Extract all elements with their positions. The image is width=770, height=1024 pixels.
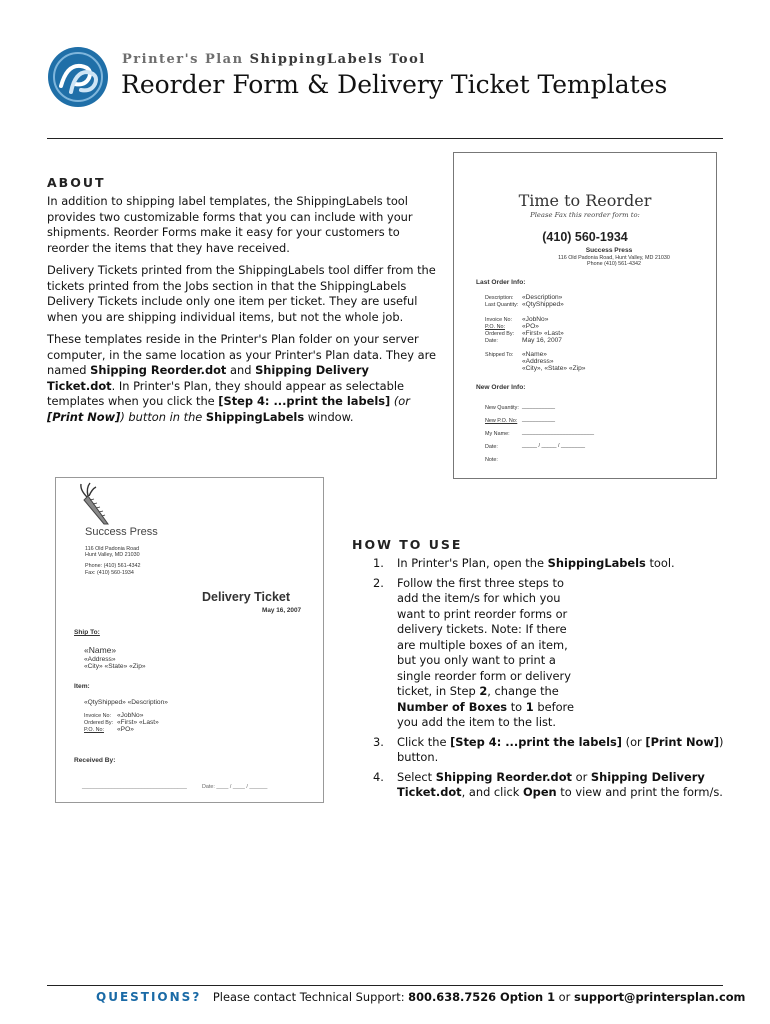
step-number: 3.: [373, 734, 384, 749]
reorder-row-label: Invoice No:: [485, 317, 512, 323]
reorder-row-value: «City», «State» «Zip»: [522, 365, 586, 372]
about-p3-text: . In Printer's Plan, they should appear as selectable templates when you click the: [47, 378, 405, 408]
item-value: «QtyShipped» «Description»: [84, 699, 168, 706]
ticket-phone: Phone: (410) 561-4342: [85, 563, 141, 569]
step-item: [373, 770, 725, 801]
reorder-row-label: Ordered By:: [485, 331, 515, 337]
support-email-link[interactable]: support@printersplan.com: [573, 990, 746, 1004]
reorder-row-value: May 16, 2007: [522, 337, 562, 344]
step-text-bold: Number of Boxes: [397, 699, 508, 714]
step-text: (or: [622, 734, 646, 749]
ticket-name: «Name»: [84, 645, 117, 655]
step-text-bold: Shipping Reorder.dot: [435, 769, 572, 784]
ticket-address: «Address»: [84, 656, 116, 663]
shippinglabels-ref: ShippingLabels: [205, 409, 305, 424]
step-text-bold: Open: [523, 785, 557, 799]
step-text-bold: [Step 4: ...print the labels]: [450, 734, 623, 749]
reorder-row-value: «First» «Last»: [522, 330, 564, 337]
new-order-label: New Quantity:: [485, 405, 519, 411]
step-text-bold: [Print Now]: [645, 734, 720, 749]
received-date-line: Date: ____ / ____ / ______: [202, 784, 268, 790]
step-text: before you add the item to the list.: [397, 699, 574, 729]
reorder-fax: (410) 560-1934: [542, 230, 628, 244]
ticket-address-2: Hunt Valley, MD 21030: [85, 552, 140, 558]
step-text: or: [572, 769, 591, 784]
support-phone: 800.638.7526 Option 1: [408, 990, 556, 1004]
ticket-fax: Fax: (410) 560-1934: [85, 570, 134, 576]
new-order-label: My Name:: [485, 431, 510, 437]
reorder-row-label: Last Quantity:: [485, 302, 519, 308]
about-p3-text: window.: [304, 409, 354, 424]
footer-divider: [47, 985, 723, 986]
step-number: 4.: [373, 769, 384, 784]
step-text-bold: 1: [525, 699, 534, 714]
reorder-row-value: «PO»: [522, 323, 539, 330]
reorder-row-value: «JobNo»: [522, 316, 549, 323]
step-text-bold: 2: [479, 684, 488, 698]
about-p3-text: (or: [390, 394, 410, 408]
reorder-phone: Phone (410) 561-4342: [587, 261, 641, 267]
how-to-use-steps: [373, 556, 725, 805]
reorder-template-name: Shipping Reorder.dot: [90, 363, 227, 377]
questions-label: QUESTIONS?: [96, 990, 202, 1004]
ticket-date: May 16, 2007: [262, 607, 302, 614]
reorder-company: Success Press: [585, 247, 633, 254]
how-to-use-heading: HOW TO USE: [352, 537, 463, 552]
reorder-address: 116 Old Padonia Road, Hunt Valley, MD 21030: [558, 255, 670, 261]
po-label: P.O. No:: [84, 727, 104, 733]
about-p3-text: and: [226, 363, 256, 377]
ticket-citystate: «City» «State» «Zip»: [84, 663, 146, 670]
ship-to-label: Ship To:: [74, 629, 100, 636]
reorder-subtitle: Please Fax this reorder form to:: [530, 211, 640, 219]
invoice-label: Invoice No:: [84, 713, 111, 719]
reorder-row-label: P.O. No:: [485, 324, 505, 330]
step-text-bold: ShippingLabels: [547, 556, 646, 570]
step-text: , change the: [487, 684, 559, 698]
reorder-row-value: «Name»: [522, 351, 547, 358]
reorder-form-preview: [453, 152, 717, 479]
ticket-title: Delivery Ticket: [202, 590, 291, 604]
reorder-row-label: Description:: [485, 295, 514, 301]
step-text: In Printer's Plan, open the: [397, 556, 548, 570]
reorder-row-label: Date:: [485, 338, 498, 344]
step-text: Select: [397, 769, 436, 784]
new-order-line: ________________________: [522, 430, 594, 436]
delivery-ticket-preview: [55, 477, 324, 803]
new-order-heading: New Order Info:: [476, 384, 526, 391]
po-value: «PO»: [117, 726, 134, 733]
step-number: 1.: [373, 556, 384, 570]
received-signature-line: ___________________________________: [82, 784, 187, 790]
step-text: to view and print the form/s.: [556, 785, 723, 799]
about-paragraph-3: [47, 332, 439, 425]
step-text: to: [507, 699, 526, 714]
about-p3-text: ) button in the: [120, 409, 206, 424]
received-by-label: Received By:: [74, 757, 116, 764]
step-text: , and click: [461, 785, 523, 799]
ticket-company: Success Press: [85, 526, 158, 538]
about-body: [47, 194, 439, 432]
step-text: Click the: [397, 734, 451, 749]
footer: [96, 990, 745, 1004]
item-label: Item:: [74, 683, 90, 690]
step4-button-ref: [Step 4: ...print the labels]: [218, 394, 391, 408]
step-item: [373, 576, 585, 731]
new-order-line: ___________: [522, 417, 555, 423]
new-order-label: Note:: [485, 457, 498, 463]
header-subtitle: [122, 52, 426, 67]
printers-plan-logo: [47, 46, 109, 108]
step-item: [373, 735, 725, 766]
ordered-label: Ordered By:: [84, 720, 114, 726]
last-order-heading: Last Order Info:: [476, 279, 526, 286]
about-heading: ABOUT: [47, 175, 106, 190]
new-order-line: _____ / _____ / ________: [522, 443, 585, 449]
header-divider: [47, 138, 723, 139]
subtitle-product: Printer's Plan: [122, 52, 244, 67]
reorder-row-value: «QtyShipped»: [522, 301, 564, 308]
new-order-label: Date:: [485, 444, 498, 450]
carrot-icon: [78, 482, 112, 530]
page-title: Reorder Form & Delivery Ticket Templates: [121, 70, 668, 99]
subtitle-tool: ShippingLabels Tool: [249, 52, 426, 67]
step-text: tool.: [645, 556, 675, 570]
about-paragraph-2: Delivery Tickets printed from the ShippingLabels tool differ from the tickets printed from the Jobs section in that the ShippingLabels Delivery Tickets include only one item per ticket. They are useful when you are shipping individual items, but not the whole job.: [47, 263, 436, 324]
step-number: 2.: [373, 575, 384, 590]
print-now-button-ref: [Print Now]: [47, 409, 121, 424]
reorder-row-value: «Description»: [522, 294, 563, 301]
footer-text: Please contact Technical Support:: [212, 990, 409, 1004]
reorder-title: Time to Reorder: [518, 191, 652, 210]
reorder-row-value: «Address»: [522, 358, 554, 365]
ordered-value: «First» «Last»: [117, 719, 159, 726]
about-paragraph-1: In addition to shipping label templates, the ShippingLabels tool provides two customizable forms that you can include with your shipments. Reorder Forms make it easy for your customers to reorder the items that they have received.: [47, 194, 413, 255]
step-text: ) button.: [397, 734, 724, 764]
about-p3-text: These templates reside in the Printer's Plan folder on your server computer, in the same location as your Printer's Plan data. They are named: [47, 332, 437, 377]
step-text: Follow the first three steps to add the item/s for which you want to print reorder forms or delivery tickets. Note: If there are multiple boxes of an item, but you only want to print a single reorder form or delivery ticket, in Step: [397, 575, 571, 698]
delivery-template-name: Shipping Delivery Ticket.dot: [47, 363, 369, 393]
step-text-bold: Shipping Delivery Ticket.dot: [397, 769, 705, 799]
footer-text: or: [555, 990, 574, 1004]
new-order-line: ___________: [522, 404, 555, 410]
new-order-label: New P.O. No:: [485, 418, 518, 424]
reorder-row-label: Shipped To:: [485, 352, 514, 358]
ticket-address-1: 116 Old Padonia Road: [85, 546, 140, 552]
step-item: [373, 556, 725, 572]
invoice-value: «JobNo»: [117, 712, 144, 719]
